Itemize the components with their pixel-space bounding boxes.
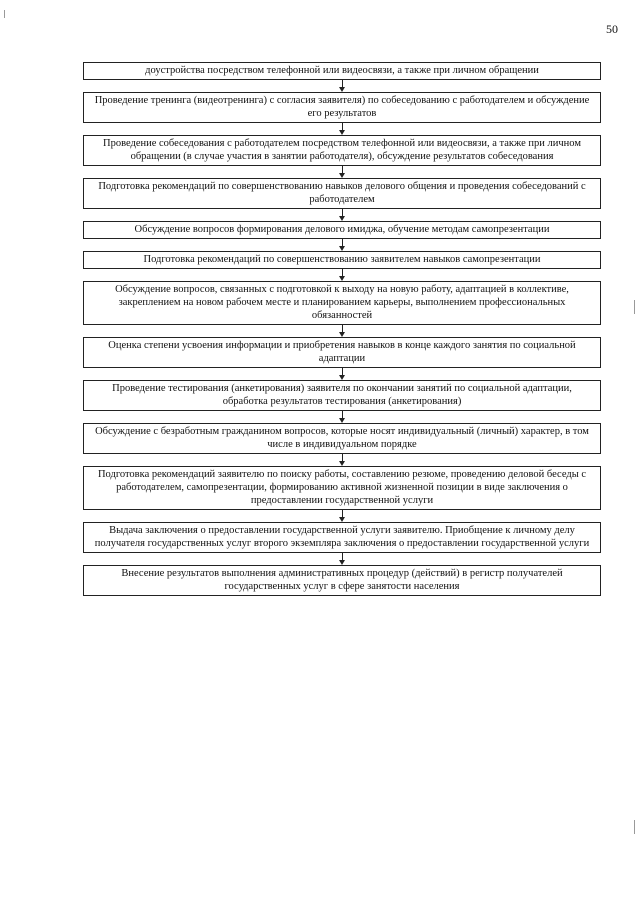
- flow-arrow: [83, 553, 601, 565]
- flow-step: Обсуждение вопросов формирования делового имиджа, обучение методам самопрезентации: [83, 221, 601, 239]
- flow-arrow: [83, 166, 601, 178]
- flow-step: Проведение собеседования с работодателем посредством телефонной или видеосвязи, а также при личном обращении (в случае участия в занятии работодателя), обсуждение результатов собеседования: [83, 135, 601, 166]
- flow-arrow: [83, 209, 601, 221]
- flow-step: Подготовка рекомендаций заявителю по поиску работы, составлению резюме, проведению деловой беседы с работодателем, самопрезентации, формированию активной жизненной позиции в виде заключения о предоставлении государственной услуги: [83, 466, 601, 510]
- page-number: 50: [606, 22, 618, 36]
- flow-step: Оценка степени усвоения информации и приобретения навыков в конце каждого занятия по социальной адаптации: [83, 337, 601, 368]
- flow-step: Подготовка рекомендаций по совершенствованию заявителем навыков самопрезентации: [83, 251, 601, 269]
- flow-step: Внесение результатов выполнения административных процедур (действий) в регистр получателей государственных услуг в сфере занятости населения: [83, 565, 601, 596]
- flow-step: доустройства посредством телефонной или видеосвязи, а также при личном обращении: [83, 62, 601, 80]
- scan-artifact: [634, 300, 635, 314]
- flow-arrow: [83, 269, 601, 281]
- flow-step: Обсуждение вопросов, связанных с подготовкой к выходу на новую работу, адаптацией в коллективе, закреплением на новом рабочем месте и планированием карьеры, выполнением профессиональных обязанностей: [83, 281, 601, 325]
- scan-artifact: [634, 820, 635, 834]
- scan-artifact: [4, 10, 5, 18]
- flow-arrow: [83, 368, 601, 380]
- flow-arrow: [83, 123, 601, 135]
- flowchart: [83, 62, 601, 596]
- flow-step: Проведение тестирования (анкетирования) заявителя по окончании занятий по социальной адаптации, обработка результатов тестирования (анкетирования): [83, 380, 601, 411]
- flow-step: Выдача заключения о предоставлении государственной услуги заявителю. Приобщение к личному делу получателя государственных услуг второго экземпляра заключения о предоставлении государственной услуги: [83, 522, 601, 553]
- flow-arrow: [83, 325, 601, 337]
- flow-step: Обсуждение с безработным гражданином вопросов, которые носят индивидуальный (личный) характер, в том числе в индивидуальном порядке: [83, 423, 601, 454]
- flow-arrow: [83, 510, 601, 522]
- flow-arrow: [83, 80, 601, 92]
- flow-step: Подготовка рекомендаций по совершенствованию навыков делового общения и проведения собеседований с работодателем: [83, 178, 601, 209]
- flow-arrow: [83, 454, 601, 466]
- flow-step: Проведение тренинга (видеотренинга) с согласия заявителя) по собеседованию с работодателем и обсуждение его результатов: [83, 92, 601, 123]
- flow-arrow: [83, 411, 601, 423]
- flow-arrow: [83, 239, 601, 251]
